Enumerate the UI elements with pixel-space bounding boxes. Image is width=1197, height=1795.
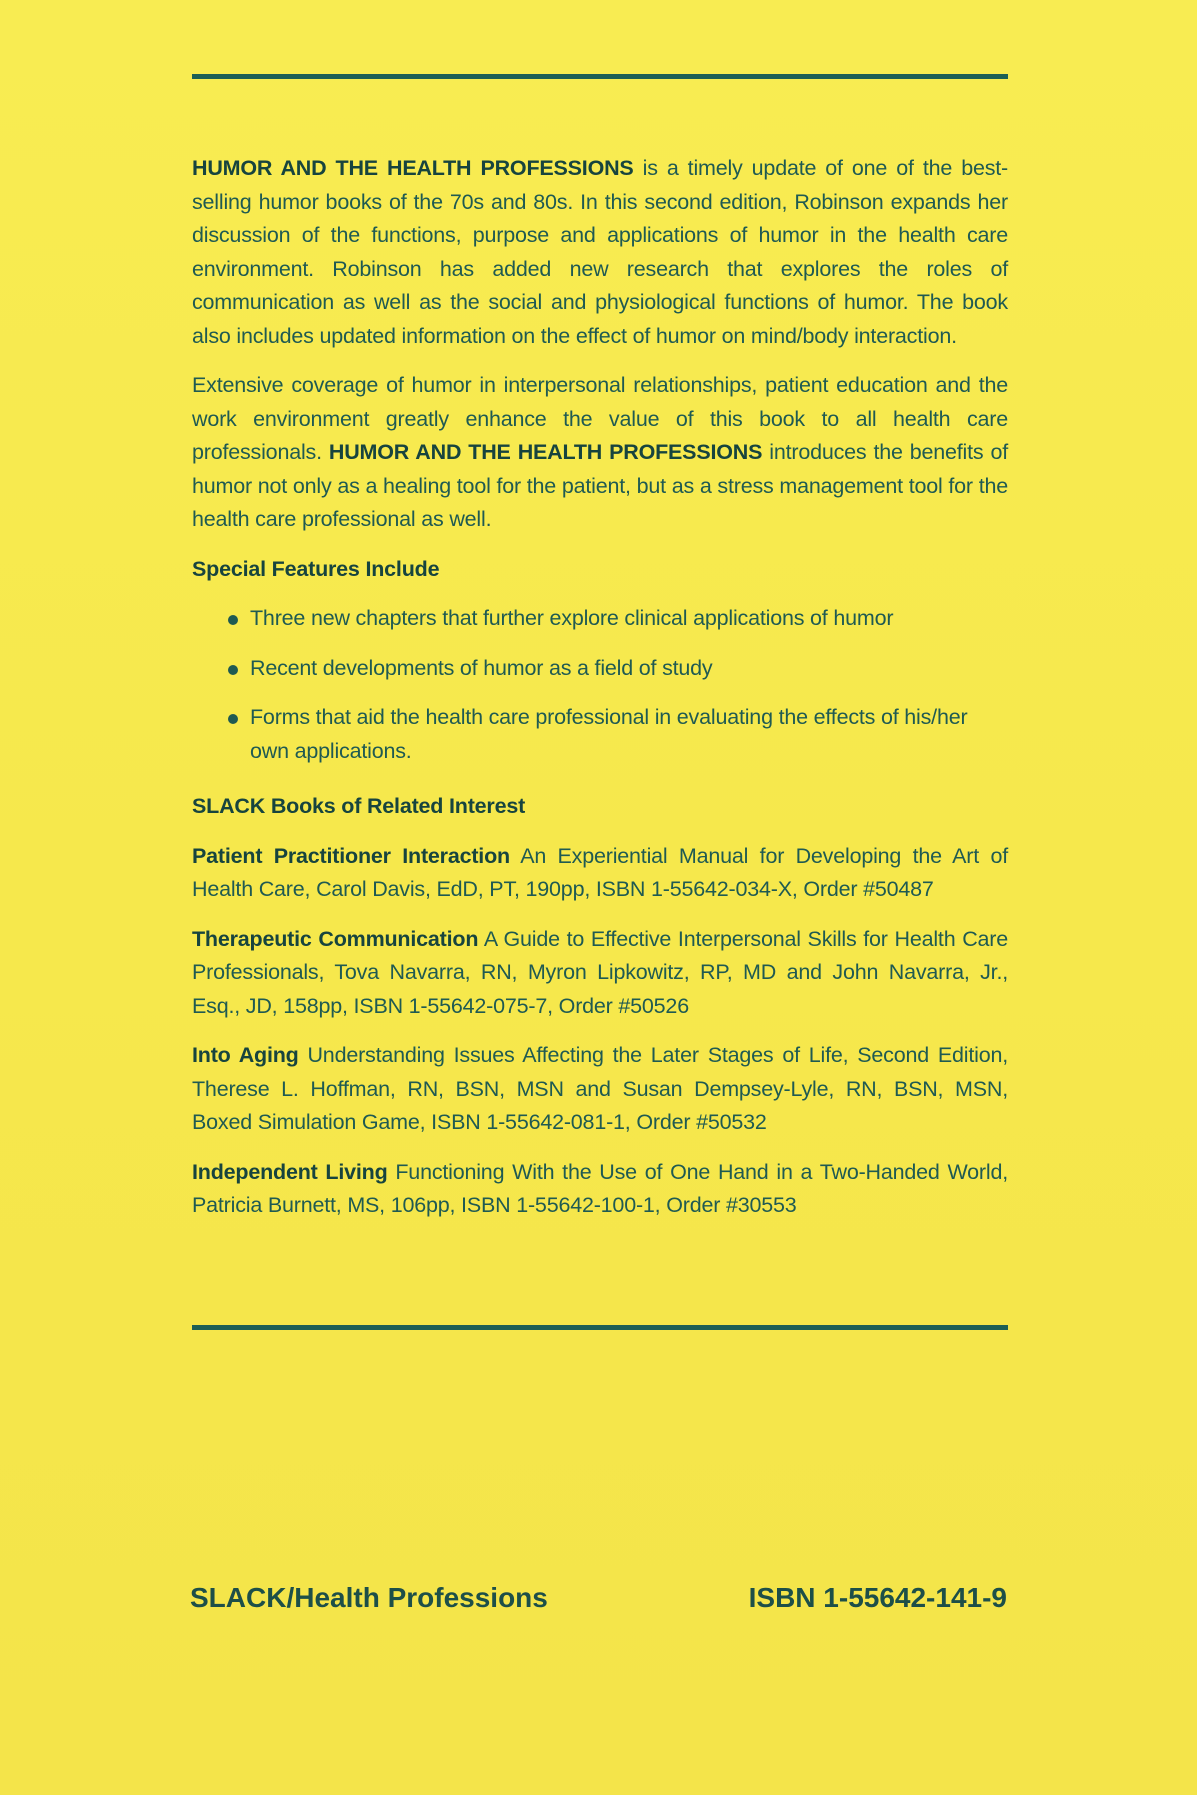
related-book-entry bbox=[192, 840, 1008, 907]
related-heading: SLACK Books of Related Interest bbox=[192, 794, 526, 818]
related-book-title: Patient Practitioner Interaction bbox=[192, 843, 510, 868]
feature-item: Recent developments of humor as a field of study bbox=[228, 652, 1008, 686]
related-books-list bbox=[192, 840, 1008, 1223]
description-paragraph-1 bbox=[192, 152, 1008, 353]
related-book-details: An Experiential Manual for Developing the Art of Health Care, Carol Davis, EdD, PT, 190pp, ISBN 1-55642-034-X, Order #50487 bbox=[192, 843, 1008, 901]
related-book-entry bbox=[192, 1156, 1008, 1223]
related-book-details: A Guide to Effective Interpersonal Skills for Health Care Professionals, Tova Navarra, RN, Myron Lipkowitz, RP, MD and John Navarra, Jr., Esq., JD, 158pp, ISBN 1-55642-075-7, Order #50526 bbox=[192, 926, 1008, 1018]
features-heading: Special Features Include bbox=[192, 556, 440, 581]
feature-item: Forms that aid the health care professional in evaluating the effects of his/her own applications. bbox=[228, 701, 1008, 768]
description-paragraph-2 bbox=[192, 369, 1008, 537]
publisher-imprint: SLACK/Health Professions bbox=[190, 1582, 548, 1613]
description-text-1: is a timely update of one of the best-selling humor books of the 70s and 80s. In this second edition, Robinson expands her discussion of the functions, purpose and applications of humor in the health care environment. Robinson has added new research that explores the roles of communication as well as the social and physiological functions of humor. The book also includes updated information on the effect of humor on mind/body interaction. bbox=[192, 156, 1008, 348]
features-list bbox=[192, 602, 1008, 768]
related-book-details: Understanding Issues Affecting the Later Stages of Life, Second Edition, Therese L. Hoffman, RN, BSN, MSN and Susan Dempsey-Lyle, RN, BSN, MSN, Boxed Simulation Game, ISBN 1-55642-081-1, Order #50532 bbox=[192, 1043, 1008, 1134]
related-book-title: Independent Living bbox=[192, 1159, 388, 1184]
book-title-inline: HUMOR AND THE HEALTH PROFESSIONS bbox=[192, 156, 634, 180]
feature-item: Three new chapters that further explore clinical applications of humor bbox=[228, 602, 1008, 636]
description-text-2b: introduces the benefits of humor not only as a healing tool for the patient, but as a stress management tool for the health care professional as well. bbox=[192, 440, 1009, 531]
related-book-title: Into Aging bbox=[192, 1043, 299, 1067]
related-book-title: Therapeutic Communication bbox=[192, 926, 479, 951]
isbn-number: ISBN 1-55642-141-9 bbox=[748, 1582, 1007, 1613]
description-text-2: Extensive coverage of humor in interpersonal relationships, patient education and the work environment greatly enhance the value of this book to all health care professionals. bbox=[192, 373, 1008, 464]
related-book-entry bbox=[192, 923, 1008, 1024]
related-book-details: Functioning With the Use of One Hand in a Two-Handed World, Patricia Burnett, MS, 106pp, ISBN 1-55642-100-1, Order #30553 bbox=[192, 1159, 1009, 1217]
related-book-entry bbox=[192, 1039, 1008, 1140]
bottom-rule bbox=[192, 1325, 1008, 1330]
top-rule bbox=[192, 74, 1008, 79]
cover-text bbox=[192, 152, 1008, 1239]
book-title-inline-2: HUMOR AND THE HEALTH PROFESSIONS bbox=[328, 440, 763, 464]
